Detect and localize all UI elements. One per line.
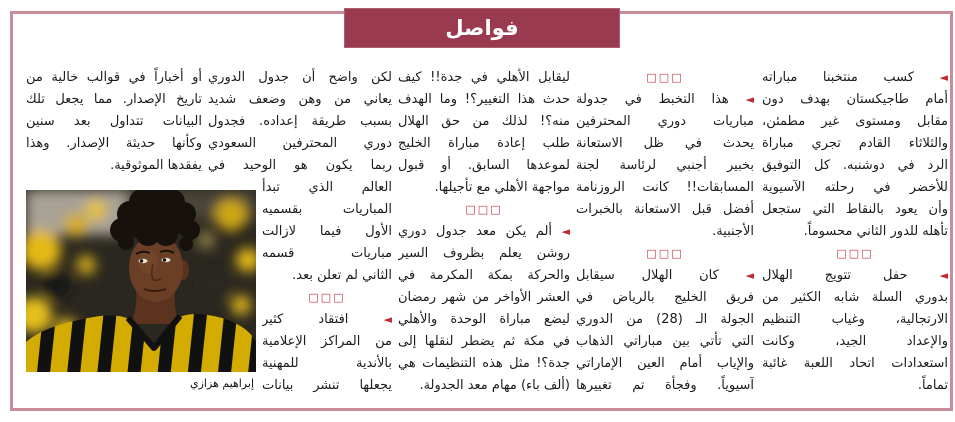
player-photo <box>26 190 256 372</box>
frame-bottom-rule <box>10 408 953 411</box>
line-content <box>762 268 948 283</box>
bullet-arrow-icon: ◄ <box>561 225 570 238</box>
line-text: والإياب أمام العين الإماراتي <box>576 356 754 371</box>
text-line <box>208 89 392 111</box>
frame-left-rule <box>10 11 13 411</box>
line-content <box>26 70 202 85</box>
line-text: الأول فيما لازالت <box>262 224 392 239</box>
line-content <box>576 268 754 283</box>
line-text: يجعلها تنشر بيانات <box>262 378 392 393</box>
text-line <box>576 199 754 221</box>
text-line <box>398 177 570 199</box>
line-text: روشن يعلم بظروف السير <box>398 246 570 261</box>
line-text: ألم يكن معد جدول دوري <box>398 224 553 239</box>
column-title: فواصل <box>445 16 519 40</box>
line-text: وأن يعود بالنقاط التي ستجعل <box>762 202 948 217</box>
line-text: استعدادات اتحاد اللعبة غائبة <box>762 356 948 371</box>
text-line <box>576 89 754 111</box>
line-content <box>762 202 948 217</box>
text-line <box>762 111 948 133</box>
frame-top-left-rule <box>10 11 344 14</box>
line-text: مقابل ومستوى غير مطمئن، <box>762 114 948 129</box>
text-line <box>398 287 570 309</box>
text-line <box>398 221 570 243</box>
line-text: يعاني من وهن وضعف شديد <box>208 92 392 107</box>
line-text: تأهله للدور الثاني محسوماً. <box>803 224 948 239</box>
text-line <box>576 133 754 155</box>
line-content <box>419 378 570 393</box>
line-text: الارتجالية، وغياب التنظيم <box>762 312 948 327</box>
line-content <box>398 224 570 239</box>
line-content <box>762 114 948 129</box>
frame-top-right-rule <box>620 11 953 14</box>
bullet-arrow-icon: ◄ <box>939 269 948 282</box>
text-line <box>208 67 392 89</box>
text-line <box>576 177 754 199</box>
line-text: آسيوياً. وفجأة تم تغييرها <box>576 378 754 393</box>
frame-right-rule <box>950 11 953 411</box>
line-text: أمام طاجيكستان بهدف دون <box>762 92 948 107</box>
text-line <box>762 155 948 177</box>
line-text: لكن واضح أن جدول الدوري <box>208 70 392 85</box>
line-text: والثلاثاء القادم تجري مباراة <box>762 136 948 151</box>
line-text: العشر الأواخر من شهر رمضان <box>398 290 570 305</box>
separator-ornament: □□□ <box>308 291 346 304</box>
line-content <box>762 180 948 195</box>
text-line <box>398 155 570 177</box>
line-content <box>762 92 948 107</box>
text-line <box>762 331 948 353</box>
text-line <box>398 309 570 331</box>
line-text: الثاني لم تعلن بعد. <box>292 268 392 283</box>
photo-caption: إبراهيم هزازي <box>189 377 254 390</box>
line-content <box>262 334 392 349</box>
text-line <box>262 353 392 375</box>
text-line <box>762 309 948 331</box>
line-text: منه؟! لذلك من حق الهلال <box>398 114 570 129</box>
text-line <box>26 155 202 177</box>
line-text: تاريخ الإصدار. مما يجعل تلك <box>26 92 202 107</box>
line-content <box>262 224 392 239</box>
line-text: مباريات قسمه <box>262 246 392 261</box>
line-text: بدوري السلة شابه الكثير من <box>762 290 948 305</box>
line-content <box>576 114 754 129</box>
text-line <box>576 287 754 309</box>
line-text: الأجنبية. <box>712 224 754 239</box>
line-content <box>576 334 754 349</box>
line-content <box>398 158 570 173</box>
text-line <box>26 133 202 155</box>
line-content <box>398 92 570 107</box>
text-line <box>398 111 570 133</box>
text-line <box>208 133 392 155</box>
line-text: ليضع مباراة الوحدة والأهلي <box>398 312 570 327</box>
text-column-1 <box>762 67 948 397</box>
separator-ornament: □□□ <box>836 247 874 260</box>
line-text: أو أخباراً في قوالب خالية من <box>26 70 202 85</box>
line-text: كان الهلال سيقابل <box>576 268 719 283</box>
line-content <box>576 136 754 151</box>
line-content <box>398 136 570 151</box>
text-column-2 <box>576 67 754 397</box>
text-line <box>576 221 754 243</box>
line-content <box>262 202 392 217</box>
line-text: أفضل قبل الاستعانة بالخبرات <box>576 202 754 217</box>
text-line <box>762 375 948 397</box>
text-line <box>762 177 948 199</box>
text-line <box>398 375 570 397</box>
line-text: يفقدها الموثوقية. <box>110 158 202 173</box>
text-line <box>262 221 392 243</box>
line-text: ليقابل الأهلي في جدة!! كيف <box>398 70 570 85</box>
text-line <box>762 199 948 221</box>
line-content <box>762 158 948 173</box>
text-column-3 <box>398 67 570 397</box>
text-line <box>576 353 754 375</box>
line-content <box>208 70 392 85</box>
line-content <box>110 158 202 173</box>
text-line <box>262 243 392 265</box>
line-text: هذا التخبط في جدولة <box>576 92 729 107</box>
bullet-arrow-icon: ◄ <box>383 313 392 326</box>
separator-ornament: □□□ <box>646 247 684 260</box>
line-content <box>398 334 570 349</box>
line-text: دوري المحترفين السعودي <box>208 136 392 151</box>
separator-ornament: □□□ <box>465 203 503 216</box>
line-text: مباريات دوري المحترفين <box>576 114 754 129</box>
text-line <box>26 89 202 111</box>
line-content <box>712 224 754 239</box>
line-text: العالم الذي تبدأ <box>262 180 392 195</box>
line-content <box>576 356 754 371</box>
line-text: المسابقات!! كانت الروزنامة <box>576 180 754 195</box>
line-content <box>26 92 202 107</box>
text-line <box>208 155 392 177</box>
line-text: (ألف باء) مهام معد الجدولة. <box>419 378 570 393</box>
line-content <box>576 92 754 107</box>
text-line <box>398 331 570 353</box>
line-text: يحدث في ظل الاستعانة <box>576 136 754 151</box>
line-text: مواجهة الأهلي مع تأجيلها. <box>434 180 570 195</box>
text-line <box>576 375 754 397</box>
text-line <box>262 199 392 221</box>
text-line <box>262 331 392 353</box>
text-line <box>262 375 392 397</box>
line-content <box>762 136 948 151</box>
line-content <box>398 290 570 305</box>
separator-ornament: □□□ <box>646 71 684 84</box>
line-content <box>804 224 948 239</box>
text-line <box>398 265 570 287</box>
line-text: حدث هذا التغيير؟! وما الهدف <box>398 92 570 107</box>
text-line <box>762 89 948 111</box>
line-text: الرد في دوشنبه. كل التوفيق <box>762 158 948 173</box>
line-text: حفل تتويج الهلال <box>762 268 908 283</box>
column-header <box>344 8 620 48</box>
line-text: التي تأتي بين مباراتي الذهاب <box>576 334 754 349</box>
line-content <box>918 378 948 393</box>
line-text: ربما يكون هو الوحيد في <box>208 158 392 173</box>
text-line <box>762 265 948 287</box>
text-line <box>398 89 570 111</box>
line-content <box>576 158 754 173</box>
text-line <box>762 67 948 89</box>
line-content <box>262 180 392 195</box>
line-content <box>576 378 754 393</box>
line-content <box>208 158 392 173</box>
line-text: فريق الخليج بالرياض في <box>576 290 754 305</box>
text-line <box>576 331 754 353</box>
line-content <box>262 356 392 371</box>
line-content <box>26 136 202 151</box>
text-line <box>262 177 392 199</box>
line-text: كسب منتخبنا مباراته <box>762 70 914 85</box>
line-content <box>576 290 754 305</box>
line-content <box>576 312 754 327</box>
text-line <box>208 111 392 133</box>
line-text: للأخضر في رحلته الآسيوية <box>762 180 948 195</box>
line-text: جدة؟! مثل هذه التنظيمات هي <box>398 356 570 371</box>
bullet-arrow-icon: ◄ <box>939 71 948 84</box>
line-content <box>262 312 392 327</box>
line-content <box>398 268 570 283</box>
line-text: من المراكز الإعلامية <box>262 334 392 349</box>
line-text: طلب إعادة مباراة الخليج <box>398 136 570 151</box>
bullet-arrow-icon: ◄ <box>745 93 754 106</box>
line-content <box>398 356 570 371</box>
line-content <box>762 334 948 349</box>
text-line <box>398 243 570 265</box>
line-content <box>262 378 392 393</box>
text-line <box>762 287 948 309</box>
line-text: افتقاد كثير <box>262 312 349 327</box>
text-line <box>398 67 570 89</box>
line-text: البيانات تتداول بعد سنين <box>26 114 202 129</box>
line-content <box>762 312 948 327</box>
line-text: في مكة ثم يضطر لنقلها إلى <box>398 334 570 349</box>
line-content <box>576 202 754 217</box>
text-line <box>26 111 202 133</box>
text-line <box>262 265 392 287</box>
line-content <box>208 114 392 129</box>
line-text: والحركة بمكة المكرمة في <box>398 268 570 283</box>
line-content <box>292 268 392 283</box>
line-text: بسبب طريقة إعداده. فجدول <box>208 114 392 129</box>
text-line <box>576 309 754 331</box>
text-line <box>576 265 754 287</box>
line-content <box>762 290 948 305</box>
line-text: وكأنها حديثة الإصدار. وهذا <box>26 136 202 151</box>
line-text: والإعداد الجيد، وكانت <box>762 334 948 349</box>
line-text: لموعدها السابق. أو قبول <box>398 158 570 173</box>
line-content <box>398 312 570 327</box>
line-content <box>208 92 392 107</box>
line-content <box>398 246 570 261</box>
bullet-arrow-icon: ◄ <box>745 269 754 282</box>
line-text: بالأندية للمهنية <box>262 356 392 371</box>
text-line <box>762 221 948 243</box>
line-content <box>576 180 754 195</box>
line-content <box>208 136 392 151</box>
line-content <box>762 70 948 85</box>
text-line <box>398 133 570 155</box>
text-line <box>762 133 948 155</box>
text-line <box>762 353 948 375</box>
text-line <box>576 155 754 177</box>
text-line <box>576 111 754 133</box>
text-line <box>262 309 392 331</box>
line-text: المباريات بقسميه <box>262 202 392 217</box>
line-content <box>762 356 948 371</box>
text-line <box>398 353 570 375</box>
text-column-5 <box>26 67 202 177</box>
line-text: تماماً. <box>917 378 948 393</box>
line-content <box>398 70 570 85</box>
text-line <box>26 67 202 89</box>
player-photo-image <box>26 190 256 372</box>
line-content <box>434 180 570 195</box>
line-content <box>26 114 202 129</box>
line-content <box>398 114 570 129</box>
line-text: بخبير أجنبي لرئاسة لجنة <box>576 158 754 173</box>
line-text: الجولة الـ (28) من الدوري <box>576 312 754 327</box>
line-content <box>262 246 392 261</box>
